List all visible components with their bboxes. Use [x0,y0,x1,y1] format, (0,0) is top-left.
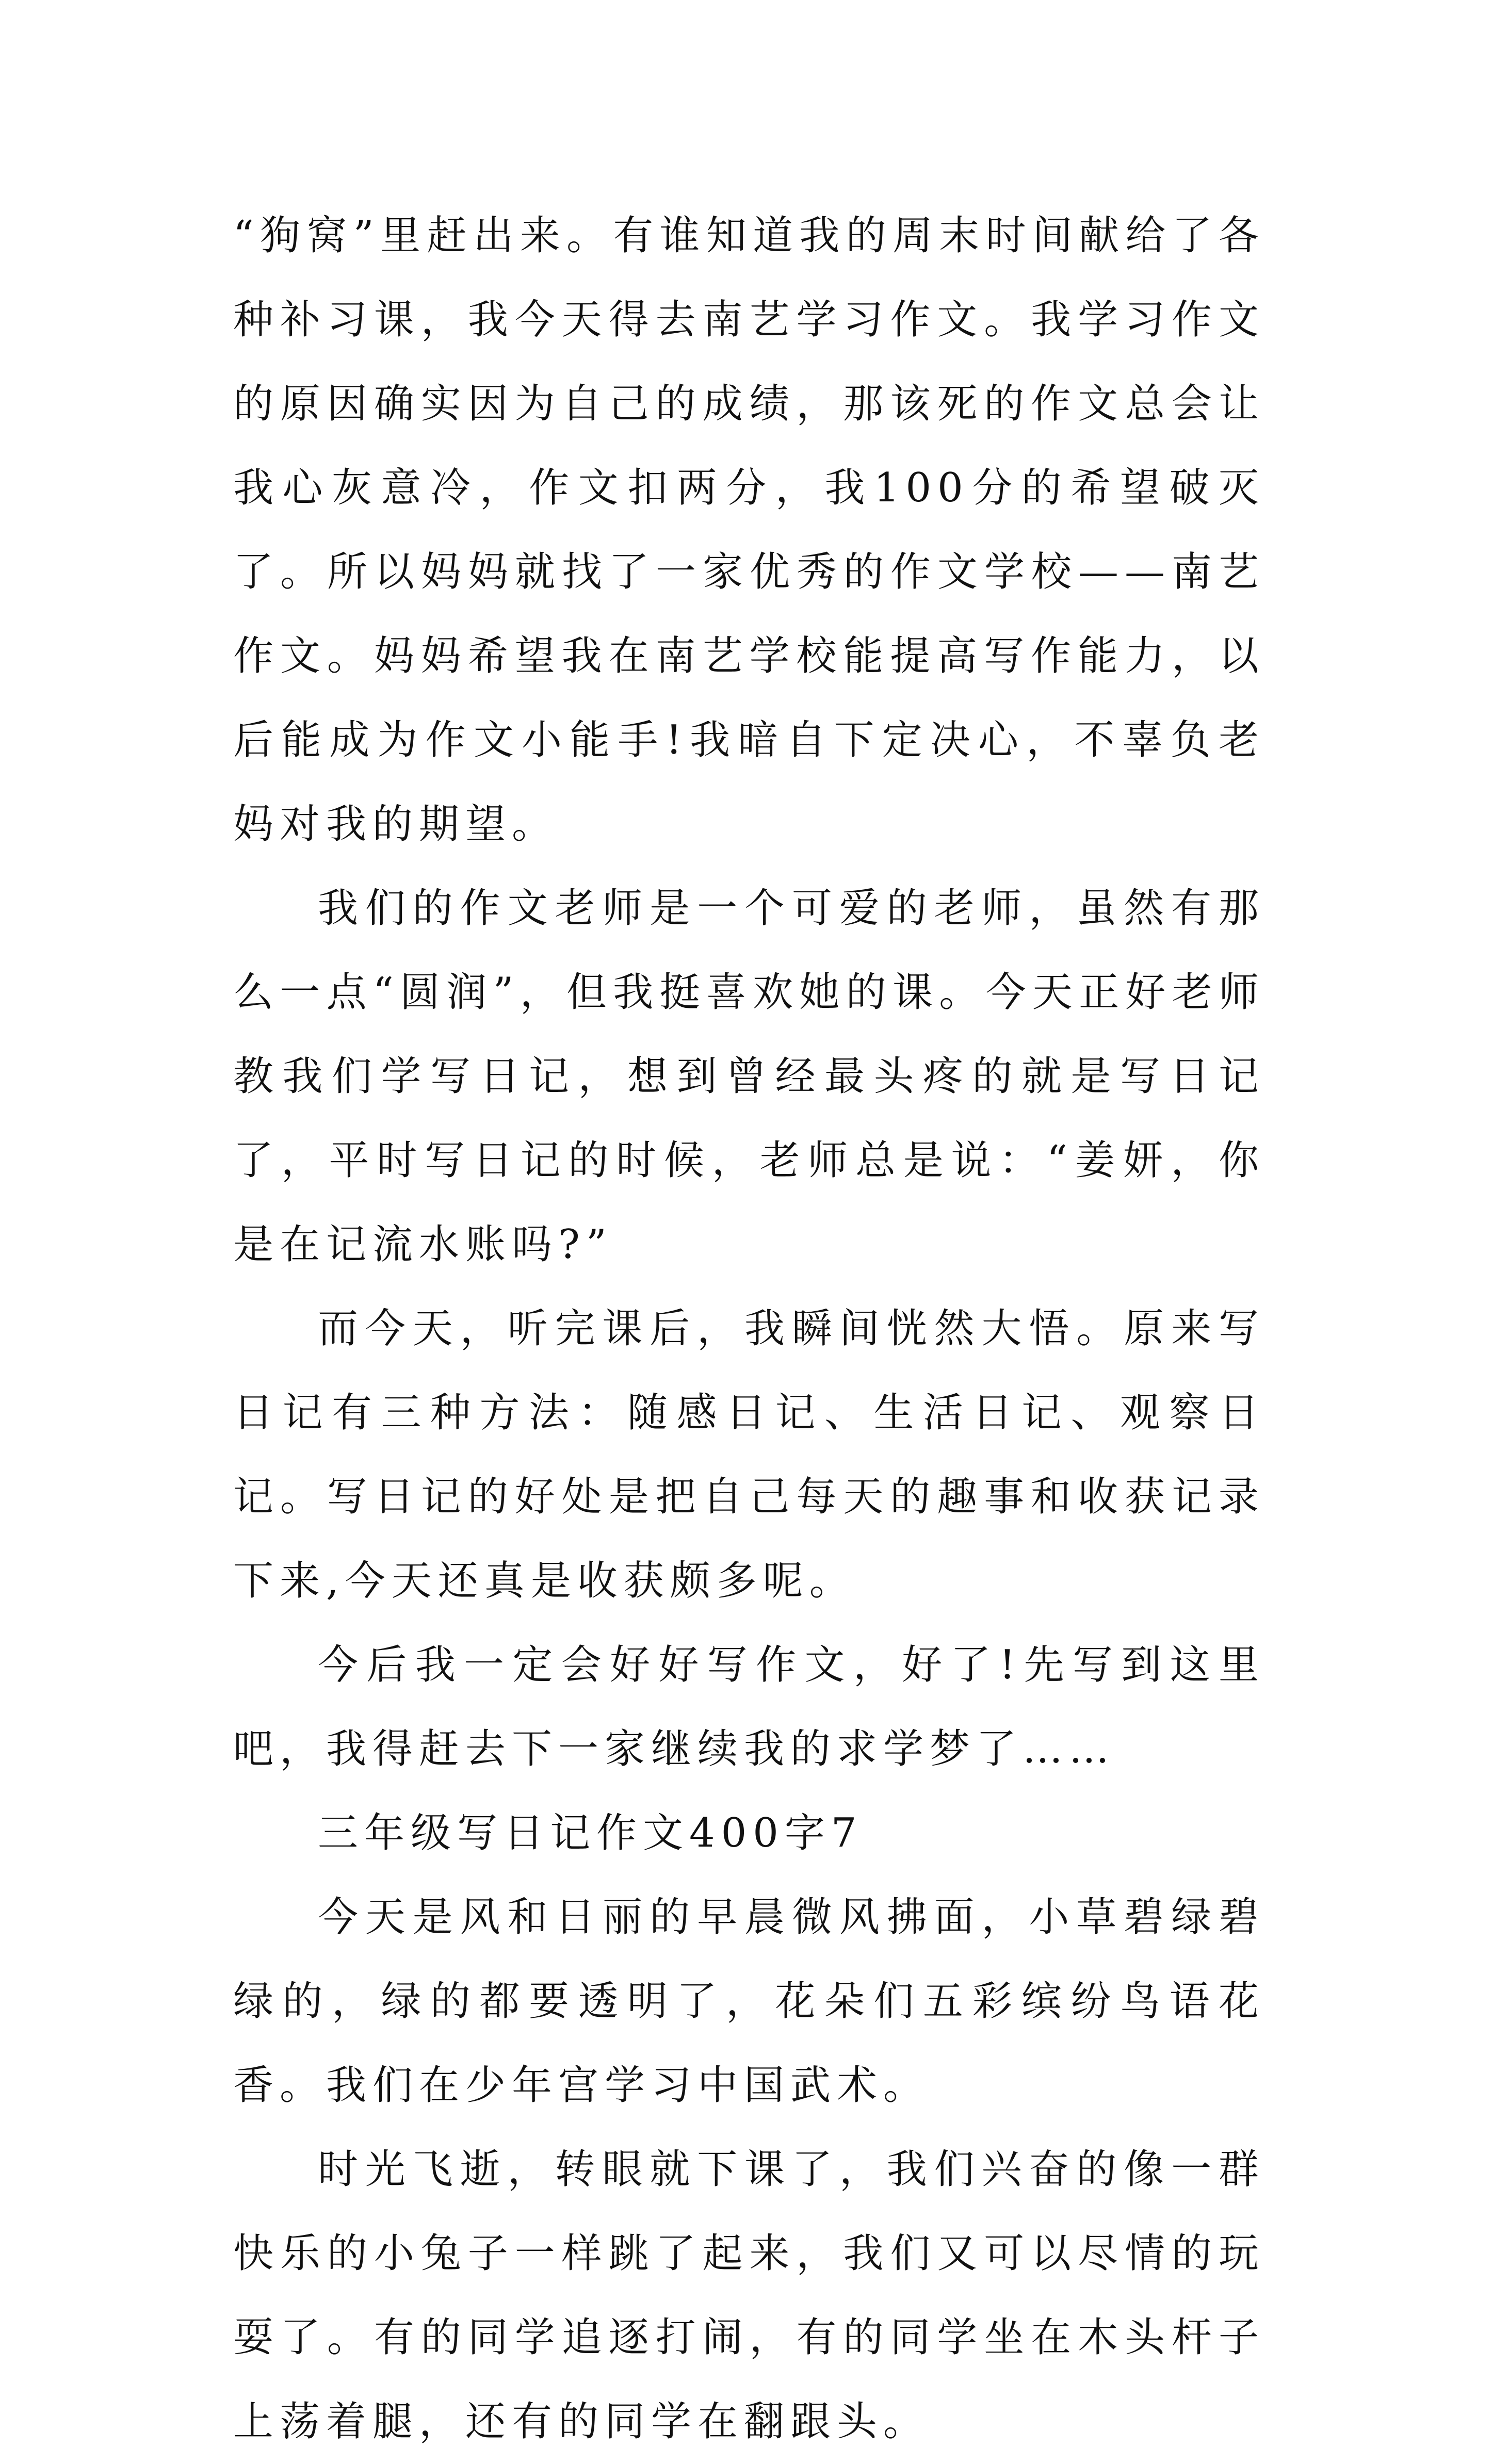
paragraph-6: 时光飞逝，转眼就下课了，我们兴奋的像一群快乐的小兔子一样跳了起来，我们又可以尽情的玩耍了。有的同学追逐打闹，有的同学坐在木头杆子上荡着腿，还有的同学在翻跟头。 [233,2146,1265,2445]
paragraph-2: 我们的作文老师是一个可爱的老师，虽然有那么一点“圆润”，但我挺喜欢她的课。今天正好老师教我们学写日记，想到曾经最头疼的就是写日记了，平时写日记的时候，老师总是说：“姜妍，你是在记流水账吗?” [233,885,1265,1268]
section-heading: 三年级写日记作文400字7 [318,1810,863,1856]
paragraph-4: 今后我一定会好好写作文，好了!先写到这里吧，我得赶去下一家继续我的求学梦了…… [233,1642,1265,1772]
paragraph-5: 今天是风和日丽的早晨微风拂面，小草碧绿碧绿的，绿的都要透明了，花朵们五彩缤纷鸟语花香。我们在少年宫学习中国武术。 [233,1894,1265,2109]
paragraph-3: 而今天，听完课后，我瞬间恍然大悟。原来写日记有三种方法：随感日记、生活日记、观察日记。写日记的好处是把自己每天的趣事和收获记录下来,今天还真是收获颇多呢。 [233,1306,1265,1604]
paragraph-1: “狗窝”里赶出来。有谁知道我的周末时间献给了各种补习课，我今天得去南艺学习作文。我学习作文的原因确实因为自己的成绩，那该死的作文总会让我心灰意冷，作文扣两分，我100分的希望破灭了。所以妈妈就找了一家优秀的作文学校——南艺作文。妈妈希望我在南艺学校能提高写作能力，以后能成为作文小能手!我暗自下定决心，不辜负老妈对我的期望。 [233,213,1265,847]
document-body [233,194,1265,2464]
